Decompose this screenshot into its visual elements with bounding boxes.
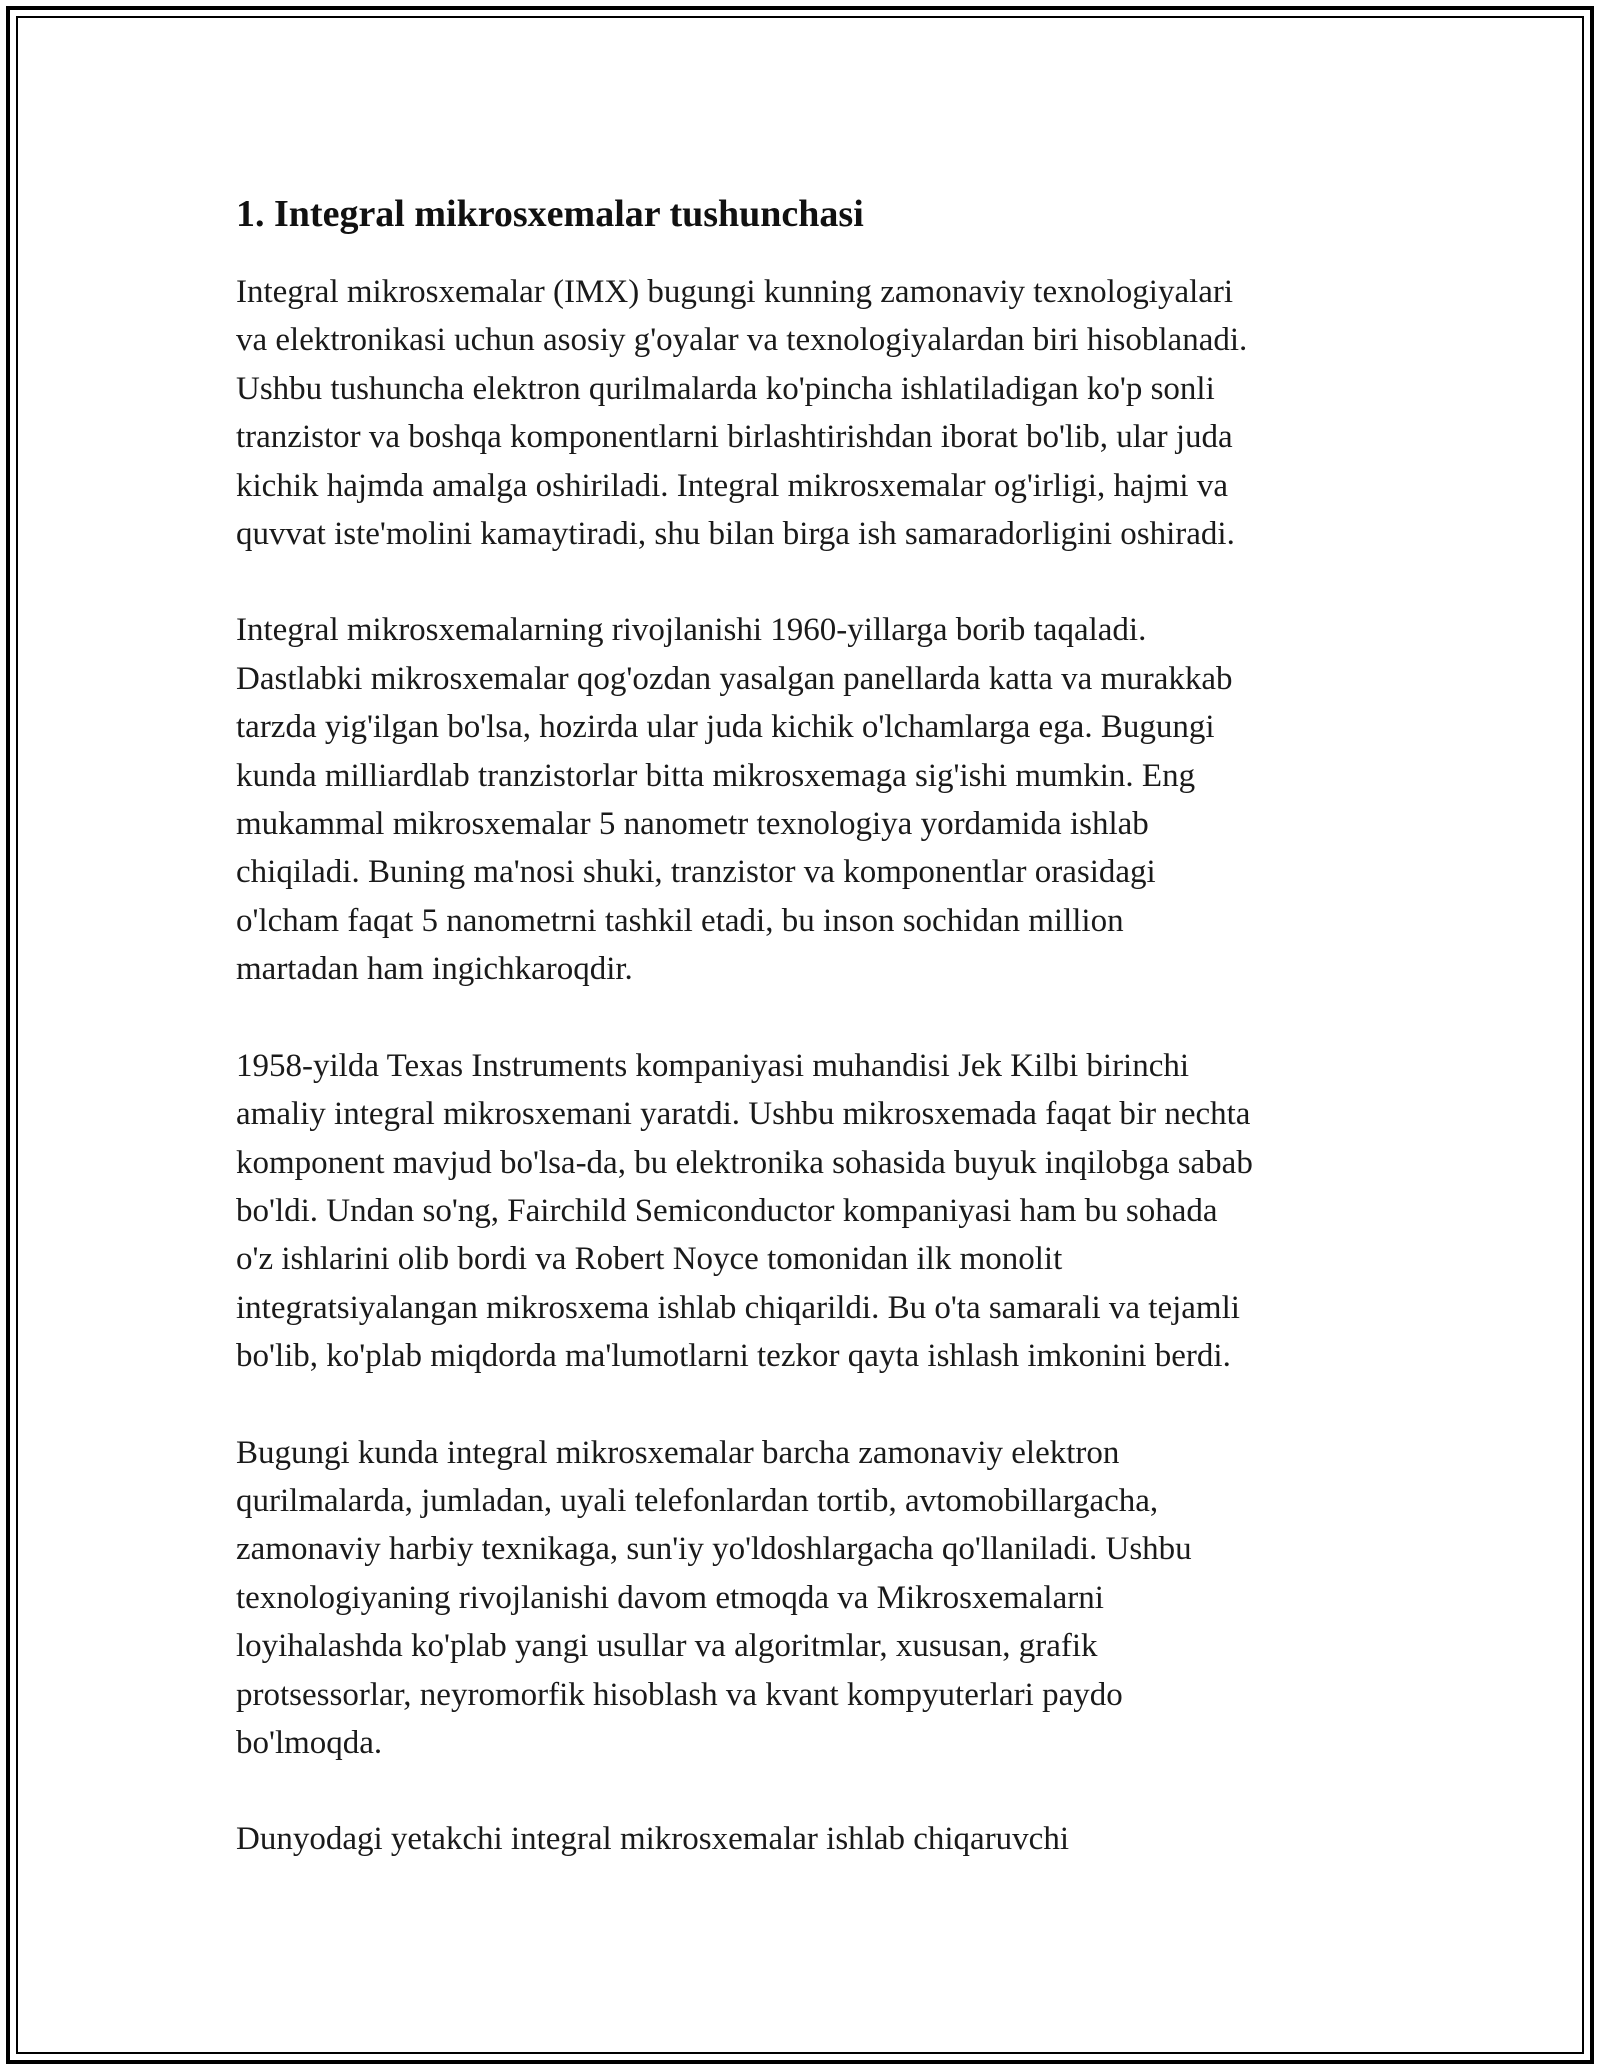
section-heading: 1. Integral mikrosxemalar tushunchasi bbox=[236, 193, 864, 235]
paragraph-4 bbox=[236, 1429, 1376, 1768]
text-line: protsessorlar, neyromorfik hisoblash va kvant kompyuterlari paydo bbox=[236, 1676, 1123, 1713]
text-line: o'lcham faqat 5 nanometrni tashkil etadi, bu inson sochidan million bbox=[236, 902, 1124, 939]
text-line: integratsiyalangan mikrosxema ishlab chiqarildi. Bu o'ta samarali va tejamli bbox=[236, 1289, 1240, 1326]
text-line: bo'ldi. Undan so'ng, Fairchild Semiconductor kompaniyasi ham bu sohada bbox=[236, 1192, 1218, 1229]
text-line: qurilmalarda, jumladan, uyali telefonlardan tortib, avtomobillargacha, bbox=[236, 1482, 1159, 1519]
text-line: komponent mavjud bo'lsa-da, bu elektronika sohasida buyuk inqilobga sabab bbox=[236, 1144, 1253, 1181]
text-line: Integral mikrosxemalar (IMX) bugungi kunning zamonaviy texnologiyalari bbox=[236, 274, 1234, 310]
text-line: kunda milliardlab tranzistorlar bitta mikrosxemaga sig'ishi mumkin. Eng bbox=[236, 757, 1196, 794]
paragraph-1 bbox=[236, 268, 1376, 558]
text-line: Bugungi kunda integral mikrosxemalar barcha zamonaviy elektron bbox=[236, 1434, 1120, 1471]
text-line: kichik hajmda amalga oshiriladi. Integral mikrosxemalar og'irligi, hajmi va bbox=[236, 467, 1228, 504]
text-line: chiqiladi. Buning ma'nosi shuki, tranzistor va komponentlar orasidagi bbox=[236, 854, 1156, 891]
text-line: martadan ham ingichkaroqdir. bbox=[236, 951, 633, 988]
document-body bbox=[236, 186, 1376, 1864]
text-line: bo'lmoqda. bbox=[236, 1724, 383, 1761]
text-line: mukammal mikrosxemalar 5 nanometr texnologiya yordamida ishlab bbox=[236, 806, 1149, 843]
text-line: 1958-yilda Texas Instruments kompaniyasi muhandisi Jek Kilbi birinchi bbox=[236, 1047, 1190, 1084]
text-line: Ushbu tushuncha elektron qurilmalarda ko'pincha ishlatiladigan ko'p sonli bbox=[236, 370, 1215, 407]
paragraph-3 bbox=[236, 1042, 1376, 1381]
text-line: tarzda yig'ilgan bo'lsa, hozirda ular juda kichik o'lchamlarga ega. Bugungi bbox=[236, 709, 1215, 746]
text-line: va elektronikasi uchun asosiy g'oyalar va texnologiyalardan biri hisoblanadi. bbox=[236, 322, 1248, 359]
text-line: amaliy integral mikrosxemani yaratdi. Ushbu mikrosxemada faqat bir nechta bbox=[236, 1096, 1251, 1133]
text-line: quvvat iste'molini kamaytiradi, shu bilan birga ish samaradorligini oshiradi. bbox=[236, 516, 1235, 553]
text-line: tranzistor va boshqa komponentlarni birlashtirishdan iborat bo'lib, ular juda bbox=[236, 419, 1233, 456]
paragraph-5 bbox=[236, 1815, 1376, 1863]
text-line: zamonaviy harbiy texnikaga, sun'iy yo'ldoshlargacha qo'llaniladi. Ushbu bbox=[236, 1531, 1192, 1568]
text-line: loyihalashda ko'plab yangi usullar va algoritmlar, xususan, grafik bbox=[236, 1628, 1098, 1665]
text-line: texnologiyaning rivojlanishi davom etmoqda va Mikrosxemalarni bbox=[236, 1579, 1104, 1616]
paragraph-2 bbox=[236, 606, 1376, 993]
text-line: o'z ishlarini olib bordi va Robert Noyce tomonidan ilk monolit bbox=[236, 1241, 1063, 1278]
text-line: bo'lib, ko'plab miqdorda ma'lumotlarni tezkor qayta ishlash imkonini berdi. bbox=[236, 1338, 1231, 1375]
text-line: Integral mikrosxemalarning rivojlanishi 1960-yillarga borib taqaladi. bbox=[236, 612, 1147, 649]
text-line: Dunyodagi yetakchi integral mikrosxemalar ishlab chiqaruvchi bbox=[236, 1821, 1069, 1858]
text-line: Dastlabki mikrosxemalar qog'ozdan yasalgan panellarda katta va murakkab bbox=[236, 660, 1233, 697]
